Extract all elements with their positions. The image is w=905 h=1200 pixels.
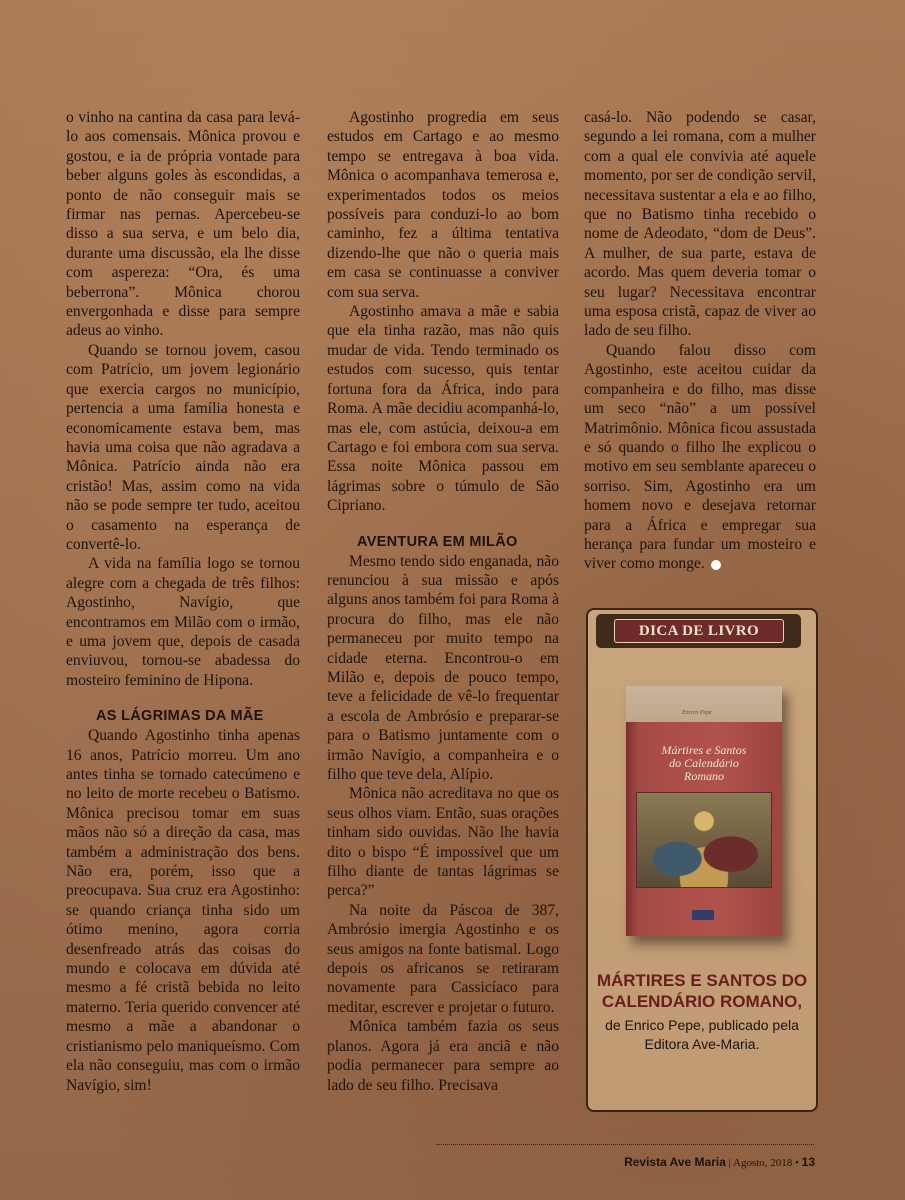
end-of-article-icon bbox=[711, 560, 721, 570]
article-column-1 bbox=[66, 108, 300, 1095]
paragraph: Quando Agostinho tinha apenas 16 anos, Patrício morreu. Um ano antes tinha se tornado catecúmeno e no leito de morte recebeu o Batismo. Mônica precisou tomar em suas mãos não só a direção da casa, mas também a administração dos bens. Não era, porém, isso que a preocupava. Sua cruz era Agostinho: se quando criança tinha sido um ótimo menino, agora corria desenfreado atrás das coisas do mundo e colocava em dúvida até mesmo a fé cristã bebida no leito materno. Teria querido convencer até mesmo a mãe a abandonar o cristianismo pelo maniqueísmo. Com ela não conseguiu, mas com o irmão Navígio, sim! bbox=[66, 727, 300, 1094]
paragraph: Na noite da Páscoa de 387, Ambrósio imergia Agostinho e os seus amigos na fonte batismal. Logo depois os africanos se retiraram novamente para Cassicíaco para meditar, escrever e projetar o futuro. bbox=[327, 901, 559, 1016]
book-cover-title bbox=[626, 744, 782, 783]
article-column-3 bbox=[584, 108, 816, 574]
paragraph: o vinho na cantina da casa para levá-lo aos comensais. Mônica provou e gostou, e ia de própria vontade para beber alguns goles às escondidas, a ponto de não conseguir mais se firmar nas pernas. Apercebeu-se disso a sua serva, e um belo dia, durante uma discussão, ela lhe disse com aspereza: “Ora, és uma beberrona”. Mônica chorou envergonhada e disse para sempre adeus ao vinho. bbox=[66, 109, 300, 340]
paragraph bbox=[584, 341, 816, 574]
footer-date: | Agosto, 2018 • bbox=[728, 1157, 799, 1169]
book-cover-title-line: Mártires e Santos bbox=[661, 743, 747, 757]
paragraph: Mesmo tendo sido enganada, não renunciou à sua missão e após alguns anos também foi para Roma à procura do filho, mas ele não permaneceu por muito tempo na cidade eterna. Encontrou-o em Milão e, depois de pouco tempo, teve a felicidade de vê-lo frequentar a escola de Ambrósio e preparar-se para o Batismo juntamente com o irmão Navígio, a companheira e o filho que teve dela, Alípio. bbox=[327, 552, 559, 783]
section-heading: AS LÁGRIMAS DA MÃE bbox=[96, 708, 264, 725]
book-caption-title: MÁRTIRES E SANTOS DO CALENDÁRIO ROMANO, bbox=[596, 971, 808, 1011]
paragraph: Agostinho progredia em seus estudos em Cartago e ao mesmo tempo se entregava à boa vida. Mônica o acompanhava temerosa e, experimentados todos os meios possíveis para conduzi-lo ao bom caminho, fez a última tentativa dizendo-lhe que não o queria mais em casa se continuasse a conviver com sua serva. bbox=[327, 109, 559, 301]
book-caption-subtitle: de Enrico Pepe, publicado pela Editora Ave-Maria. bbox=[605, 1017, 799, 1052]
book-caption bbox=[592, 970, 812, 1054]
book-cover-author: Enrico Pepe bbox=[682, 710, 712, 716]
paragraph: Mônica também fazia os seus planos. Agora já era anciã e não podia permanecer para sempre ao lado de seu filho. Precisava bbox=[327, 1018, 559, 1094]
page-number: 13 bbox=[801, 1155, 815, 1169]
book-cover-title-line: do Calendário bbox=[669, 756, 739, 770]
paragraph: casá-lo. Não podendo se casar, segundo a lei romana, com a mulher com a qual ele convivia até aquele momento, por ser de condição servil, necessitava sustentar a ela e ao filho, que no Batismo tinha recebido o nome de Adeodato, “dom de Deus”. A mulher, de sua parte, estava de acordo. Mas quem deveria tomar o seu lugar? Necessitava encontrar uma esposa cristã, capaz de viver ao lado de seu filho. bbox=[584, 109, 816, 340]
paragraph: Mônica não acreditava no que os seus olhos viam. Então, suas orações tinham sido ouvidas. Não lhe havia dito o bispo “É impossível que um filho diante de tantas lágrimas se perca?” bbox=[327, 785, 559, 900]
publisher-logo-icon bbox=[692, 910, 714, 920]
book-tip-label: DICA DE LIVRO bbox=[614, 619, 784, 643]
book-cover-top bbox=[626, 686, 782, 722]
paragraph: Agostinho amava a mãe e sabia que ela tinha razão, mas não quis mudar de vida. Tendo terminado os estudos com sucesso, quis tentar fortuna fora da África, indo para Roma. A mãe decidiu acompanhá-lo, mas ele, com astúcia, deixou-a em Cartago e foi embora com sua serva. Essa noite Mônica passou em lágrimas sobre o túmulo de São Cipriano. bbox=[327, 303, 559, 515]
book-cover-title-line: Romano bbox=[684, 769, 724, 783]
footer-magazine: Revista Ave Maria bbox=[624, 1155, 726, 1169]
paragraph-text: Quando falou disso com Agostinho, este aceitou cuidar da companheira e do filho, mas disse um seco “não” a um possível Matrimônio. Mônica ficou assustada e só quando o filho lhe explicou o motivo em seu semblante apareceu o sorriso. Sim, Agostinho era um homem novo e desejava retornar para a África e empregar sua herança para fundar um mosteiro e viver como monge. bbox=[584, 341, 816, 573]
paragraph: Quando se tornou jovem, casou com Patrício, um jovem legionário que exercia cargos no município, pertencia a uma família honesta e economicamente estava bem, mas havia uma coisa que não agradava a Mônica. Patrício ainda não era cristão! Mas, assim como na vida não se pode sempre ter tudo, aceitou o casamento na esperança de convertê-lo. bbox=[66, 341, 300, 553]
article-column-2 bbox=[327, 108, 559, 1095]
section-heading: AVENTURA EM MILÃO bbox=[357, 533, 518, 550]
page-footer bbox=[624, 1155, 815, 1169]
paragraph: A vida na família logo se tornou alegre com a chegada de três filhos: Agostinho, Navígio, que encontramos em Milão com o irmão, e uma jovem que, depois de casada enviuvou, tornou-se abadessa do mosteiro feminino de Hipona. bbox=[66, 555, 300, 689]
book-cover-painting bbox=[636, 792, 772, 888]
book-cover-image bbox=[626, 686, 782, 936]
footer-divider bbox=[436, 1144, 814, 1145]
